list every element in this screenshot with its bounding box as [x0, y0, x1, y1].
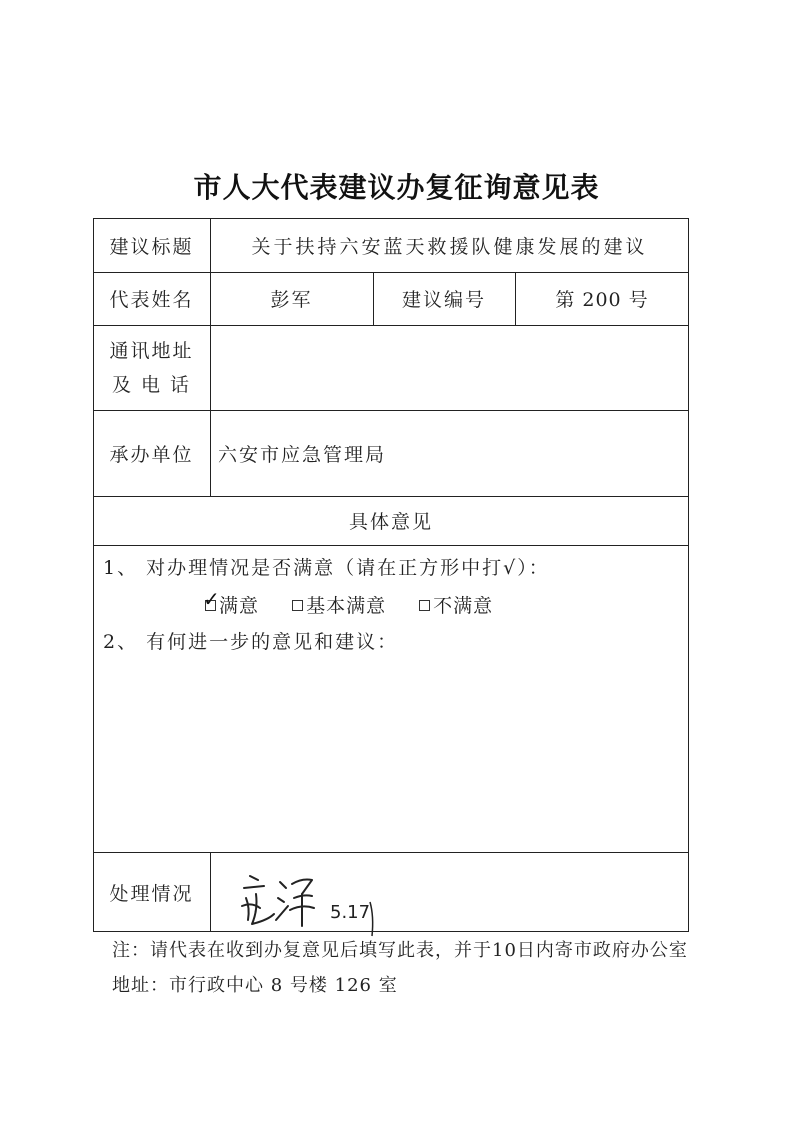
row-divider	[93, 545, 689, 546]
opinion-header: 具体意见	[348, 511, 433, 533]
department-label: 承办单位	[109, 443, 194, 466]
checkbox-satisfied[interactable]	[203, 587, 221, 611]
rep-name-value: 彭军	[270, 289, 313, 311]
column-divider	[210, 852, 211, 932]
option-unsatisfied[interactable]	[419, 591, 493, 618]
proposal-number-label: 建议编号	[401, 289, 486, 311]
option-label: 基本满意	[306, 595, 387, 617]
address-label	[93, 325, 210, 410]
address-label-line1: 通讯地址	[109, 339, 194, 362]
handwritten-signature	[228, 858, 408, 938]
form-title: 市人大代表建议办复征询意见表	[193, 171, 600, 204]
checkbox-basically-satisfied[interactable]	[292, 600, 303, 611]
option-basically-satisfied[interactable]	[292, 591, 386, 618]
handling-label: 处理情况	[109, 882, 194, 905]
option-label: 不满意	[433, 595, 494, 617]
rep-name-label: 代表姓名	[109, 289, 194, 311]
footer-address: 地址：市行政中心 8 号楼 126 室	[112, 975, 398, 996]
question-2: 2、 有何进一步的意见和建议：	[103, 631, 399, 653]
proposal-title-label: 建议标题	[109, 235, 194, 258]
satisfaction-options	[203, 587, 519, 618]
option-label: 满意	[219, 595, 260, 617]
address-label-line2: 及 电 话	[111, 373, 192, 396]
footer-note: 注：请代表在收到办复意见后填写此表，并于10日内寄市政府办公室	[112, 940, 688, 961]
option-satisfied[interactable]	[203, 587, 260, 618]
proposal-number-value: 第 200 号	[555, 289, 649, 311]
question-1: 1、 对办理情况是否满意（请在正方形中打√）：	[103, 557, 550, 579]
proposal-title-value: 关于扶持六安蓝天救援队健康发展的建议	[251, 235, 648, 258]
checkbox-unsatisfied[interactable]	[419, 600, 430, 611]
department-value: 六安市应急管理局	[218, 443, 387, 466]
handling-date: 5.17	[330, 902, 371, 923]
check-mark-icon: ✓	[203, 587, 221, 611]
address-value	[218, 325, 683, 410]
